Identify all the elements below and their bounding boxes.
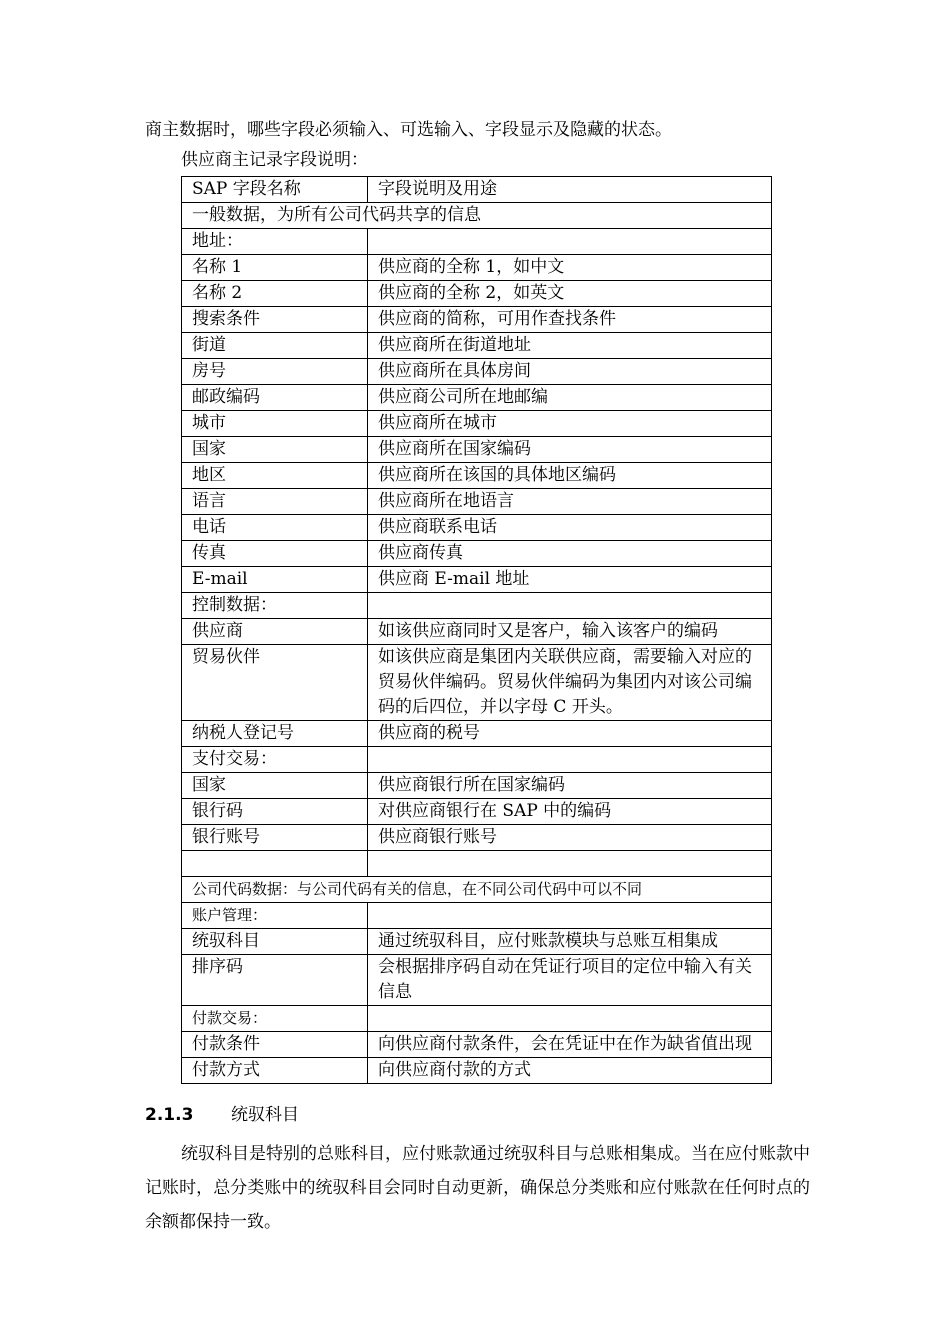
field-desc-cell: 供应商所在该国的具体地区编码 xyxy=(368,463,772,489)
field-name-cell: 电话 xyxy=(182,515,368,541)
field-name-cell: 支付交易： xyxy=(182,747,368,773)
field-name-cell: 供应商 xyxy=(182,619,368,645)
table-row xyxy=(182,773,772,799)
field-name-cell: 街道 xyxy=(182,333,368,359)
header-field-name: SAP 字段名称 xyxy=(182,177,368,203)
table-row xyxy=(182,851,772,877)
field-desc-cell: 如该供应商同时又是客户，输入该客户的编码 xyxy=(368,619,772,645)
section-row-cell: 一般数据，为所有公司代码共享的信息 xyxy=(182,203,772,229)
field-desc-cell: 向供应商付款的方式 xyxy=(368,1058,772,1084)
field-desc-cell: 如该供应商是集团内关联供应商，需要输入对应的贸易伙伴编码。贸易伙伴编码为集团内对该公司编码的后四位，并以字母 C 开头。 xyxy=(368,645,772,721)
field-desc-cell: 供应商所在国家编码 xyxy=(368,437,772,463)
table-row xyxy=(182,1058,772,1084)
table-row xyxy=(182,721,772,747)
field-desc-cell: 供应商所在城市 xyxy=(368,411,772,437)
table-row xyxy=(182,489,772,515)
table-row xyxy=(182,929,772,955)
field-desc-cell xyxy=(368,851,772,877)
field-name-cell: 账户管理： xyxy=(182,903,368,929)
field-name-cell: 城市 xyxy=(182,411,368,437)
field-name-cell: 银行码 xyxy=(182,799,368,825)
field-desc-cell xyxy=(368,229,772,255)
field-desc-cell: 供应商 E-mail 地址 xyxy=(368,567,772,593)
field-name-cell: 名称 1 xyxy=(182,255,368,281)
table-row xyxy=(182,645,772,721)
field-name-cell: 银行账号 xyxy=(182,825,368,851)
table-row xyxy=(182,515,772,541)
field-desc-cell: 供应商的全称 2，如英文 xyxy=(368,281,772,307)
table-row xyxy=(182,541,772,567)
field-name-cell: 搜索条件 xyxy=(182,307,368,333)
table-row xyxy=(182,463,772,489)
field-name-cell: 邮政编码 xyxy=(182,385,368,411)
field-name-cell: 国家 xyxy=(182,773,368,799)
table-caption: 供应商主记录字段说明： xyxy=(181,150,368,170)
table-row xyxy=(182,903,772,929)
section-row-cell: 公司代码数据：与公司代码有关的信息，在不同公司代码中可以不同 xyxy=(182,877,772,903)
section-heading xyxy=(145,1103,299,1127)
field-name-cell: 付款方式 xyxy=(182,1058,368,1084)
field-desc-cell: 向供应商付款条件，会在凭证中在作为缺省值出现 xyxy=(368,1032,772,1058)
field-desc-cell: 会根据排序码自动在凭证行项目的定位中输入有关信息 xyxy=(368,955,772,1006)
table-row xyxy=(182,955,772,1006)
field-desc-cell: 供应商公司所在地邮编 xyxy=(368,385,772,411)
table-row xyxy=(182,229,772,255)
table-row xyxy=(182,799,772,825)
table-row xyxy=(182,619,772,645)
field-name-cell: 房号 xyxy=(182,359,368,385)
table-row xyxy=(182,567,772,593)
table-row xyxy=(182,359,772,385)
field-desc-cell: 供应商所在具体房间 xyxy=(368,359,772,385)
field-name-cell xyxy=(182,851,368,877)
table-row xyxy=(182,411,772,437)
table-row xyxy=(182,1032,772,1058)
table-row xyxy=(182,877,772,903)
field-desc-cell xyxy=(368,903,772,929)
field-name-cell: 贸易伙伴 xyxy=(182,645,368,721)
field-desc-cell: 通过统驭科目，应付账款模块与总账互相集成 xyxy=(368,929,772,955)
field-desc-cell: 供应商所在地语言 xyxy=(368,489,772,515)
table-row xyxy=(182,825,772,851)
field-name-cell: 统驭科目 xyxy=(182,929,368,955)
field-desc-cell xyxy=(368,1006,772,1032)
table-header-row xyxy=(182,177,772,203)
field-name-cell: 语言 xyxy=(182,489,368,515)
field-desc-cell: 供应商联系电话 xyxy=(368,515,772,541)
header-field-desc: 字段说明及用途 xyxy=(368,177,772,203)
table-row xyxy=(182,437,772,463)
field-name-cell: 控制数据： xyxy=(182,593,368,619)
field-desc-cell xyxy=(368,747,772,773)
field-name-cell: 付款条件 xyxy=(182,1032,368,1058)
field-name-cell: 地区 xyxy=(182,463,368,489)
table-row xyxy=(182,385,772,411)
field-desc-cell: 供应商的全称 1，如中文 xyxy=(368,255,772,281)
field-desc-cell: 供应商的简称，可用作查找条件 xyxy=(368,307,772,333)
field-desc-cell: 供应商银行所在国家编码 xyxy=(368,773,772,799)
table-row xyxy=(182,255,772,281)
table-row xyxy=(182,333,772,359)
field-desc-cell xyxy=(368,593,772,619)
intro-text: 商主数据时，哪些字段必须输入、可选输入、字段显示及隐藏的状态。 xyxy=(145,120,672,140)
field-desc-cell: 供应商银行账号 xyxy=(368,825,772,851)
section-title: 统驭科目 xyxy=(231,1105,299,1125)
field-desc-cell: 供应商的税号 xyxy=(368,721,772,747)
table-row xyxy=(182,1006,772,1032)
field-desc-cell: 供应商所在街道地址 xyxy=(368,333,772,359)
table-row xyxy=(182,593,772,619)
table-row xyxy=(182,281,772,307)
field-name-cell: 地址： xyxy=(182,229,368,255)
field-name-cell: 纳税人登记号 xyxy=(182,721,368,747)
table-row xyxy=(182,307,772,333)
field-desc-cell: 对供应商银行在 SAP 中的编码 xyxy=(368,799,772,825)
field-name-cell: 国家 xyxy=(182,437,368,463)
field-desc-cell: 供应商传真 xyxy=(368,541,772,567)
table-row xyxy=(182,747,772,773)
table-row xyxy=(182,203,772,229)
body-paragraph: 统驭科目是特别的总账科目，应付账款通过统驭科目与总账相集成。当在应付账款中记账时，总分类账中的统驭科目会同时自动更新，确保总分类账和应付账款在任何时点的余额都保持一致。 xyxy=(145,1144,810,1232)
field-name-cell: 付款交易： xyxy=(182,1006,368,1032)
vendor-fields-table xyxy=(181,176,772,1084)
section-number: 2.1.3 xyxy=(145,1105,194,1125)
field-name-cell: 传真 xyxy=(182,541,368,567)
field-name-cell: 名称 2 xyxy=(182,281,368,307)
field-name-cell: E-mail xyxy=(182,567,368,593)
field-name-cell: 排序码 xyxy=(182,955,368,1006)
